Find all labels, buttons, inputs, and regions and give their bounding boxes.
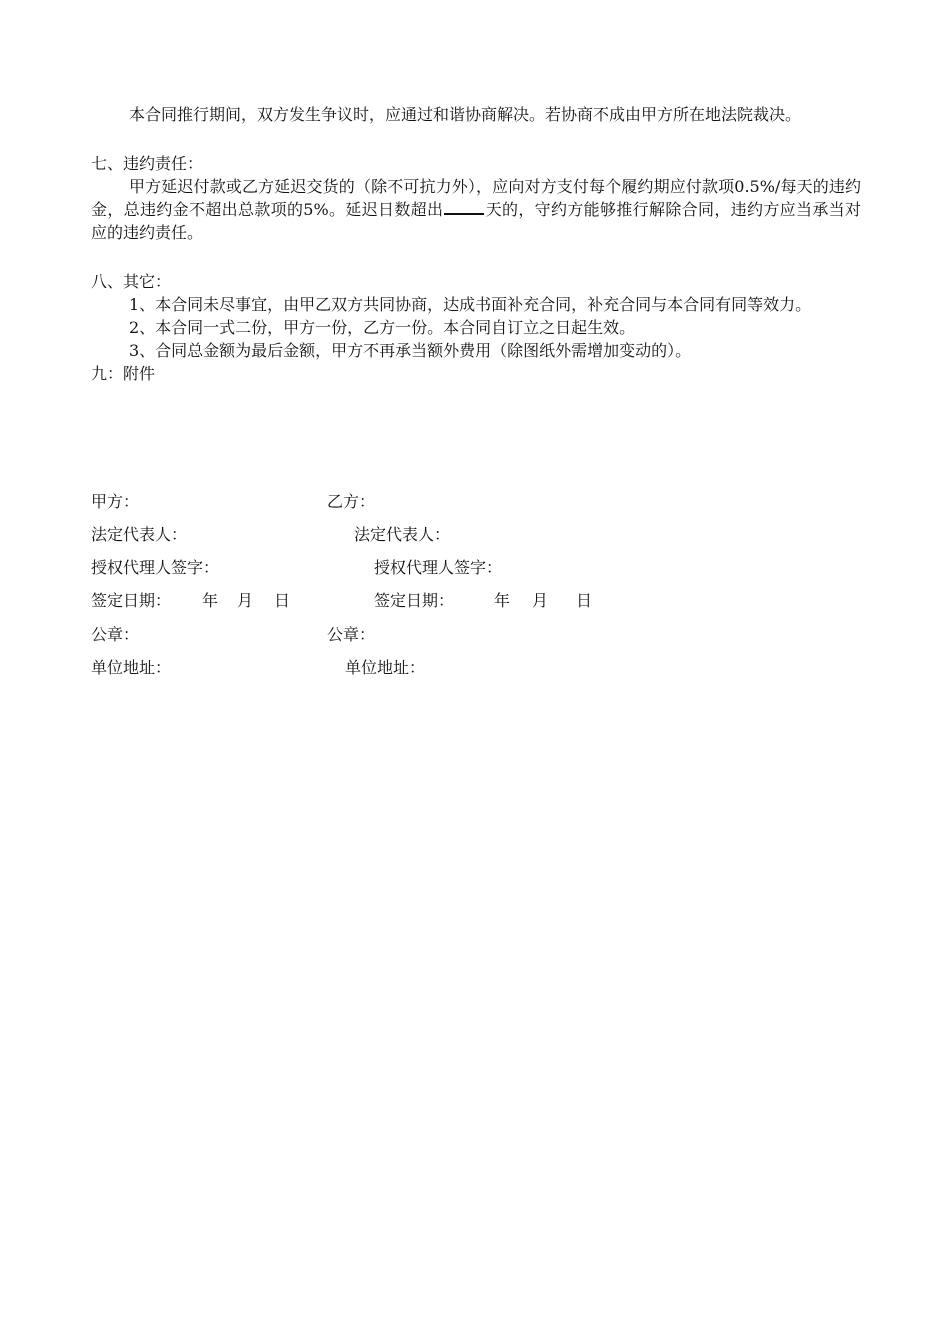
other-item-2: 2、本合同一式二份，甲方一份，乙方一份。本合同自订立之日起生效。: [129, 318, 636, 337]
attachment-heading: 九：附件: [91, 364, 156, 383]
spacer: [91, 126, 861, 152]
seal-a-label: 公章：: [91, 625, 140, 644]
address-a-label: 单位地址：: [91, 658, 172, 677]
breach-text-before: 甲方延迟付款或乙方延迟交货的（除不可抗力外），应向对方支付每个履约期应付款项0.5%/每天的违约金，总违约金不超出总款项的5%。延迟日数超出: [91, 177, 861, 219]
breach-text-after: 天的，守约方能够推行解除合同，违约方应当承当对应的违约责任。: [91, 200, 861, 242]
rep-a-label: 法定代表人：: [91, 525, 188, 544]
breach-heading: 七、违约责任：: [91, 154, 204, 173]
spacer: [91, 244, 861, 270]
seal-b-label: 公章：: [327, 625, 376, 644]
date-a-day: 日: [274, 591, 291, 610]
date-b-day: 日: [576, 591, 593, 610]
date-b-label: 签定日期：: [374, 591, 455, 610]
agent-a-label: 授权代理人签字：: [91, 558, 220, 577]
date-b-year: 年: [494, 591, 511, 610]
other-item-3: 3、合同总金额为最后金额，甲方不再承当额外费用（除图纸外需增加变动的）。: [129, 341, 692, 360]
date-a-year: 年: [202, 591, 219, 610]
address-b-label: 单位地址：: [345, 658, 426, 677]
date-a-label: 签定日期：: [91, 591, 172, 610]
dispute-clause: 本合同推行期间，双方发生争议时，应通过和谐协商解决。若协商不成由甲方所在地法院裁决。: [129, 105, 802, 124]
agent-b-label: 授权代理人签字：: [374, 558, 503, 577]
other-item-1: 1、本合同未尽事宜，由甲乙双方共同协商，达成书面补充合同，补充合同与本合同有同等效力。: [129, 295, 812, 314]
days-blank: [444, 199, 484, 215]
contract-body: [91, 103, 861, 385]
date-a-month: 月: [237, 591, 254, 610]
party-b-label: 乙方：: [327, 492, 376, 511]
date-b-month: 月: [532, 591, 549, 610]
party-a-label: 甲方：: [91, 492, 140, 511]
breach-clause: [91, 175, 861, 244]
other-heading: 八、其它：: [91, 272, 172, 291]
rep-b-label: 法定代表人：: [354, 525, 451, 544]
